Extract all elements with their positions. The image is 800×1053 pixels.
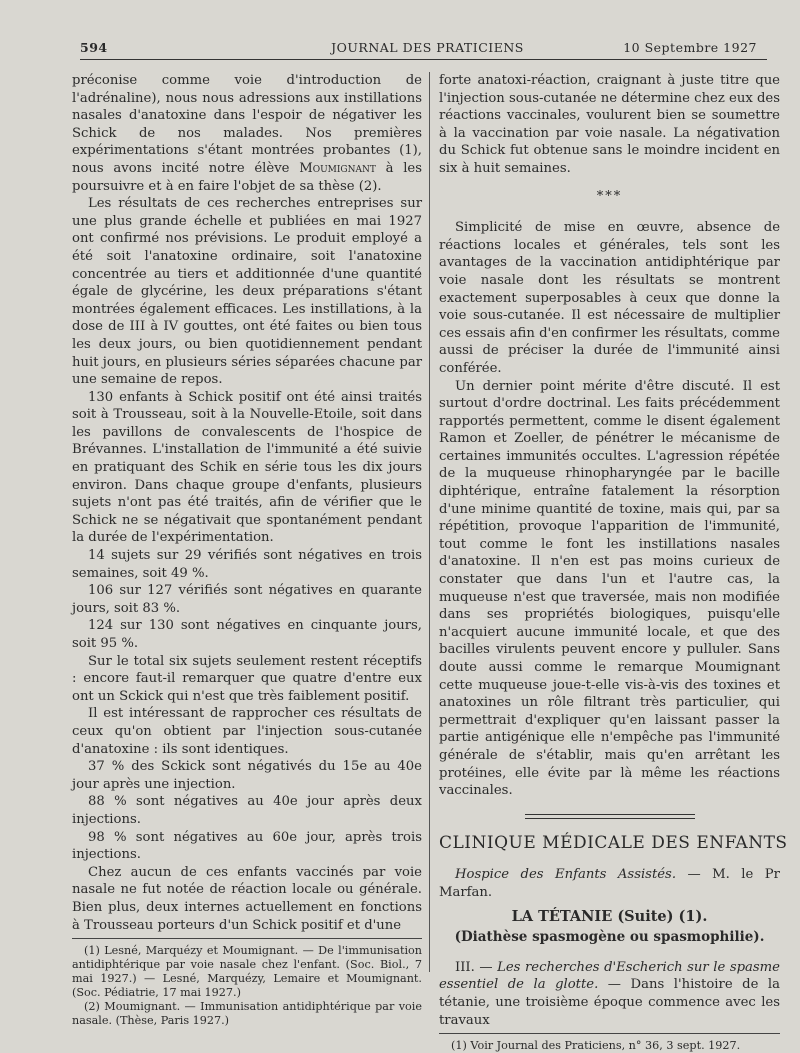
lecturer: — M. le Pr Marfan.: [439, 867, 780, 900]
paragraph: Les résultats de ces recherches entreprises sur une plus grande échelle et publiées en mai 1927 ont confirmé nos prévisions. Le produit employé a été soit l'anatoxine ordinaire, soit l'anatoxine concentrée au tiers et additionnée d'une quantité égale de glycérine, les deux préparations s'étant montrées également efficaces. Les instillations, à la dose de III à IV gouttes, ont été faites ou bien tous les deux jours, ou bien quotidiennement pendant huit jours, en plusieurs séries séparées chacune par une semaine de repos.: [72, 196, 422, 388]
paragraph: 130 enfants à Schick positif ont été ainsi traités soit à Trousseau, soit à la Nouvelle-Etoile, soit dans les pavillons de convalescents de l'hospice de Brévannes. L'installation de l'immunité a été suivie en pratiquant des Schik en série tous les dix jours environ. Dans chaque groupe d'enfants, plusieurs sujets n'ont pas été traités, afin de vérifier que le Schick ne se négativait que spontanément pendant la durée de l'expérimentation.: [72, 389, 422, 546]
footnotes: [439, 1039, 780, 1053]
issue-date: 10 Septembre 1927: [623, 40, 757, 55]
hospital-line: [439, 866, 780, 901]
footnotes: [72, 944, 422, 1028]
article-title: LA TÉTANIE (Suite) (1).: [511, 907, 708, 925]
footnote-rule: [439, 1033, 780, 1034]
paragraph: 37 % des Sckick sont négativés du 15e au 40e jour après une injection.: [72, 759, 422, 792]
paragraph-italic: Les recherches d'Escherich sur le spasme essentiel de la glotte.: [439, 959, 780, 993]
paragraph: 124 sur 130 sont négatives en cinquante jours, soit 95 %.: [72, 618, 422, 651]
paragraph: Chez aucun de ces enfants vaccinés par voie nasale ne fut notée de réaction locale ou générale. Bien plus, deux internes actuellement en fonctions à Trousseau porteurs d'un Schick positif et d'une: [72, 864, 422, 933]
journal-title: JOURNAL DES PRATICIENS: [331, 40, 524, 55]
paragraph: [72, 72, 422, 195]
paragraph: 106 sur 127 vérifiés sont négatives en quarante jours, soit 83 %.: [72, 583, 422, 616]
paragraph-text: à les poursuivre et à en faire l'objet de sa thèse (2).: [72, 160, 422, 194]
section-separator-asterisks: ***: [596, 188, 623, 204]
paragraph: Un dernier point mérite d'être discuté. Il est surtout d'ordre doctrinal. Les faits précédemment rapportés permettent, comme le disent également Ramon et Zoeller, de pénétrer le mécanisme de certaines immunités occultes. L'agression répétée de la muqueuse rhinopharyngée par le bacille diphtérique, entraîne fatalement la résorption d'une minime quantité de toxine, mais qui, par sa répétition, provoque l'apparition de l'immunité, tout comme le font les instillations nasales d'anatoxine. Il n'en est pas moins curieux de constater que dans l'un et l'autre cas, la muqueuse n'est que traversée, mais non modifiée dans ses propriétés biologiques, puisqu'elle n'acquiert aucune immunité locale, et que des bacilles virulents peuvent encore y pulluler. Sans doute aussi comme le remarque Moumignant cette muqueuse joue-t-elle vis-à-vis des toxines et anatoxines un rôle filtrant très particulier, qui permettrait d'expliquer qu'en laissant passer la partie antigénique elle n'empêche pas l'immunité générale de s'établir, mais qu'en arrêtant les protéines, elle évite par là même les réactions vaccinales.: [439, 378, 780, 799]
page-number: 594: [80, 40, 108, 55]
column-divider: [429, 72, 430, 972]
hospital-name: Hospice des Enfants Assistés.: [455, 867, 677, 883]
paragraph: forte anatoxi-réaction, craignant à juste titre que l'injection sous-cutanée ne détermine chez eux des réactions vaccinales, voulurent bien se soumettre à la vaccination par voie nasale. La négativation du Schick fut obtenue sans le moindre incident en six à huit semaines.: [439, 73, 780, 176]
paragraph: Il est intéressant de rapprocher ces résultats de ceux qu'on obtient par l'injection sous-cutanée d'anatoxine : ils sont identiques.: [72, 706, 422, 757]
paragraph: Simplicité de mise en œuvre, absence de réactions locales et générales, tels sont les avantages de la vaccination antidiphtérique par voie nasale dont les résultats se montrent exactement superposables à ceux que donne la voie sous-cutanée. Il est nécessaire de multiplier ces essais afin d'en confirmer les résultats, comme aussi de préciser la durée de l'immunité ainsi conférée.: [439, 220, 780, 376]
footnote-rule: [72, 938, 422, 939]
right-column: [439, 72, 788, 1053]
header-rule: [80, 59, 767, 60]
paragraph-text: préconise comme voie d'introduction de l'adrénaline), nous nous adressions aux instillations nasales d'anatoxine dans l'espoir de négativer les Schick de nos malades. Nos premières expérimentations s'étant montrées probantes (1), nous avons incité notre élève: [72, 73, 422, 176]
paragraph: Sur le total six sujets seulement restent réceptifs : encore faut-il remarquer que quatre d'entre eux ont un Sckick qui n'est que très faiblement positif.: [72, 653, 422, 704]
left-column: [72, 72, 422, 1028]
paragraph: 14 sujets sur 29 vérifiés sont négatives en trois semaines, soit 49 %.: [72, 548, 422, 581]
footnote: (1) Lesné, Marquézy et Moumignant. — De l'immunisation antidiphtérique par voie nasale chez l'enfant. (Soc. Biol., 7 mai 1927.) — Lesné, Marquézy, Lemaire et Moumignant. (Soc. Pédiatrie, 17 mai 1927.): [72, 944, 422, 1000]
paragraph: [439, 959, 780, 1029]
paragraph-text: — Dans l'histoire de la tétanie, une troisième époque commence avec les travaux: [439, 977, 780, 1028]
footnote: (2) Moumignant. — Immunisation antidiphtérique par voie nasale. (Thèse, Paris 1927.): [72, 1000, 422, 1028]
paragraph: 98 % sont négatives au 60e jour, après trois injections.: [72, 829, 422, 863]
paragraph: 88 % sont négatives au 40e jour après deux injections.: [72, 794, 422, 827]
author-name: Moumignant: [299, 160, 376, 176]
section-heading: CLINIQUE MÉDICALE DES ENFANTS: [439, 832, 788, 853]
article-subtitle: (Diathèse spasmogène ou spasmophilie).: [454, 929, 765, 946]
footnote: (1) Voir Journal des Praticiens, n° 36, 3 sept. 1927.: [451, 1039, 741, 1053]
paragraph-text: III. —: [455, 959, 498, 975]
running-header: [70, 36, 785, 58]
double-rule: [525, 814, 695, 819]
